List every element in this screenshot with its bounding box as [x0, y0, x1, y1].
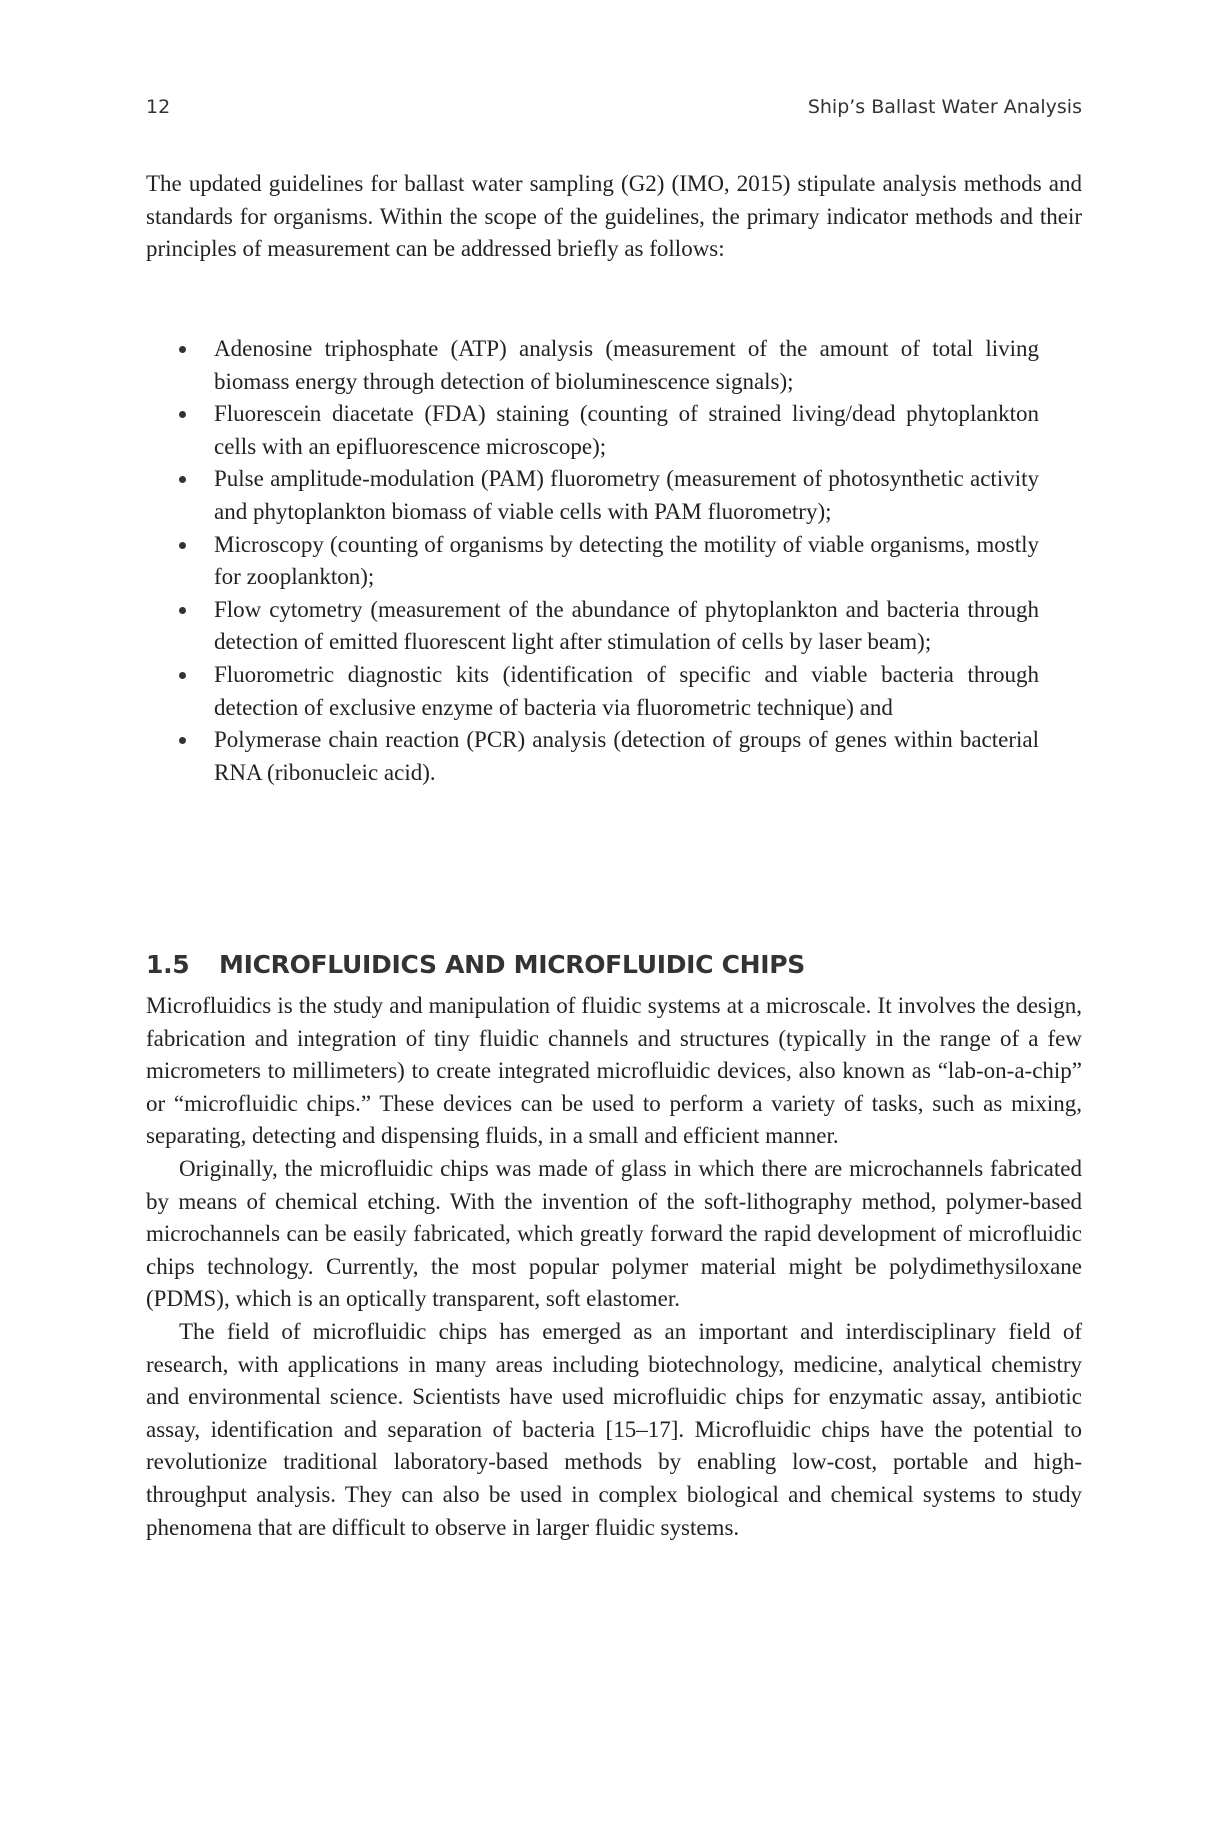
- list-item: [146, 724, 1082, 789]
- body-paragraph: Microfluidics is the study and manipulation of fluidic systems at a microscale. It involves the design, fabrication and integration of tiny fluidic channels and structures (typically in the range of a few micrometers to millimeters) to create integrated microfluidic devices, also known as “lab-on-a-chip” or “microfluidic chips.” These devices can be used to perform a variety of tasks, such as mixing, separating, detecting and dispensing fluids, in a small and efficient manner.: [146, 993, 1082, 1149]
- bullet-icon: [179, 737, 186, 744]
- section-body: [146, 990, 1082, 1544]
- bullet-icon: [179, 672, 186, 679]
- list-item: [146, 398, 1082, 463]
- list-item-text: Fluorometric diagnostic kits (identification of specific and viable bacteria through detection of exclusive enzyme of bacteria via fluorometric technique) and: [214, 661, 1039, 720]
- section-heading: [146, 950, 1082, 984]
- bullet-icon: [179, 607, 186, 614]
- page-number: 12: [146, 96, 171, 118]
- list-item: [146, 333, 1082, 398]
- list-item-text: Microscopy (counting of organisms by detecting the motility of viable organisms, mostly for zooplankton);: [214, 531, 1039, 590]
- list-item-text: Flow cytometry (measurement of the abundance of phytoplankton and bacteria through detection of emitted fluorescent light after stimulation of cells by laser beam);: [214, 596, 1039, 655]
- list-item-text: Polymerase chain reaction (PCR) analysis (detection of groups of genes within bacterial RNA (ribonucleic acid).: [214, 727, 1039, 785]
- intro-paragraph: The updated guidelines for ballast water sampling (G2) (IMO, 2015) stipulate analysis methods and standards for organisms. Within the scope of the guidelines, the primary indicator methods and their principles of measurement can be addressed briefly as follows:: [146, 171, 1082, 262]
- book-title: Ship’s Ballast Water Analysis: [807, 96, 1082, 118]
- list-item: [146, 529, 1082, 594]
- intro-block: [146, 168, 1082, 266]
- bullet-icon: [179, 346, 186, 353]
- body-paragraph: The field of microfluidic chips has emerged as an important and interdisciplinary field of research, with applications in many areas including biotechnology, medicine, analytical chemistry and environmental science. Scientists have used microfluidic chips for enzymatic assay, antibiotic assay, identification and separation of bacteria [15–17]. Microfluidic chips have the potential to revolutionize traditional laboratory-based methods by enabling low-cost, portable and high-throughput analysis. They can also be used in complex biological and chemical systems to study phenomena that are difficult to observe in larger fluidic systems.: [146, 1318, 1082, 1540]
- bullet-icon: [179, 411, 186, 418]
- bullet-icon: [179, 542, 186, 549]
- list-item: [146, 463, 1082, 528]
- list-item: [146, 594, 1082, 659]
- body-paragraph: Originally, the microfluidic chips was made of glass in which there are microchannels fabricated by means of chemical etching. With the invention of the soft-lithography method, polymer-based microchannels can be easily fabricated, which greatly forward the rapid development of microfluidic chips technology. Currently, the most popular polymer material might be polydimethysiloxane (PDMS), which is an optically transparent, soft elastomer.: [146, 1155, 1082, 1312]
- list-item-text: Adenosine triphosphate (ATP) analysis (measurement of the amount of total living biomass energy through detection of bioluminescence signals);: [214, 336, 1039, 394]
- list-item: [146, 659, 1082, 724]
- list-item-text: Pulse amplitude-modulation (PAM) fluorometry (measurement of photosynthetic activity and phytoplankton biomass of viable cells with PAM fluorometry);: [214, 466, 1039, 524]
- methods-list: [146, 333, 1082, 789]
- running-head: [146, 96, 1082, 122]
- bullet-icon: [179, 476, 186, 483]
- section-number: 1.5: [146, 950, 190, 979]
- list-item-text: Fluorescein diacetate (FDA) staining (counting of strained living/dead phytoplankton cells with an epifluorescence microscope);: [214, 401, 1039, 459]
- section-title: MICROFLUIDICS AND MICROFLUIDIC CHIPS: [219, 950, 806, 979]
